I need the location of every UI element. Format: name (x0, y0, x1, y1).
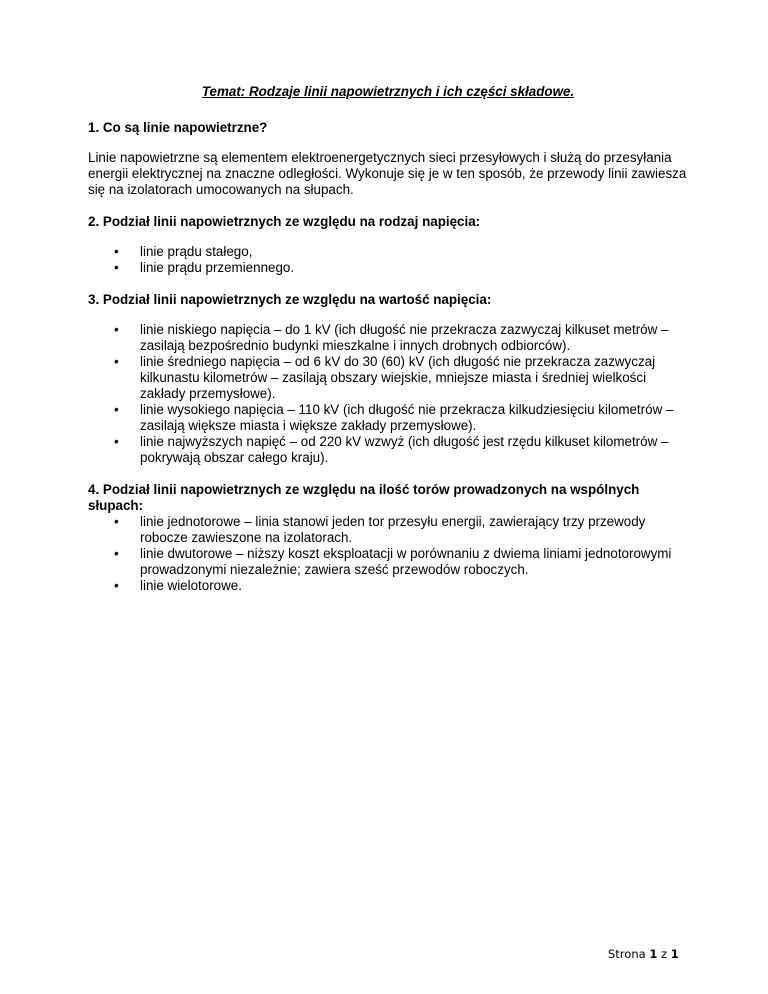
bullet-icon: • (114, 322, 119, 337)
footer-page-total: 1 (670, 947, 679, 961)
list-item: • linie jednotorowe – linia stanowi jeden tor przesyłu energii, zawierający trzy przewody robocze zawieszone na izolatorach. (114, 514, 646, 545)
list-item: • linie dwutorowe – niższy koszt eksploatacji w porównaniu z dwiema liniami jednotorowymi prowadzonymi niezależnie; zawiera sześć przewodów roboczych. (114, 546, 672, 577)
footer-label: Strona (608, 947, 646, 961)
list-item: • linie wielotorowe. (114, 578, 242, 593)
document-title: Temat: Rodzaje linii napowietrznych i ich części składowe. (201, 84, 575, 99)
section-3-list (88, 322, 688, 466)
footer-separator: z (660, 947, 668, 961)
document-page (88, 84, 688, 610)
section-2-heading: 2. Podział linii napowietrznych ze względu na rodzaj napięcia: (88, 214, 481, 229)
section-4-list (88, 514, 688, 594)
section-1-text: Linie napowietrzne są elementem elektroenergetycznych sieci przesyłowych i służą do przesyłania energii elektrycznej na znaczne odległości. Wykonuje się je w ten sposób, że przewody linii zawiesza się na izolatorach umocowanych na słupach. (88, 150, 687, 197)
bullet-icon: • (114, 514, 119, 529)
page-footer (608, 946, 679, 962)
bullet-icon: • (114, 354, 119, 369)
bullet-icon: • (114, 434, 119, 449)
list-item: • linie prądu stałego, (114, 244, 253, 259)
list-item: • linie wysokiego napięcia – 110 kV (ich długość nie przekracza kilkudziesięciu kilometrów – zasilają większe miasta i większe zakłady przemysłowe). (114, 402, 674, 433)
bullet-icon: • (114, 244, 119, 259)
footer-page-number: 1 (649, 947, 658, 961)
bullet-icon: • (114, 260, 119, 275)
bullet-icon: • (114, 546, 119, 561)
section-2-list (88, 244, 688, 276)
list-item: • linie prądu przemiennego. (114, 260, 295, 275)
list-item: • linie niskiego napięcia – do 1 kV (ich długość nie przekracza zazwyczaj kilkuset metrów – zasilają bezpośrednio budynki mieszkalne i innych drobnych odbiorców). (114, 322, 669, 353)
section-3-heading: 3. Podział linii napowietrznych ze względu na wartość napięcia: (88, 292, 492, 307)
bullet-icon: • (114, 402, 119, 417)
list-item: • linie najwyższych napięć – od 220 kV wzwyż (ich długość jest rzędu kilkuset kilometrów – pokrywają obszar całego kraju). (114, 434, 669, 465)
section-1-heading: 1. Co są linie napowietrzne? (88, 120, 268, 135)
section-4-heading: 4. Podział linii napowietrznych ze względu na ilość torów prowadzonych na wspólnych słupach: (88, 482, 640, 513)
list-item: • linie średniego napięcia – od 6 kV do 30 (60) kV (ich długość nie przekracza zazwyczaj kilkunastu kilometrów – zasilają obszary wiejskie, mniejsze miasta i średniej wielkości zakłady przemysłowe). (114, 354, 656, 401)
bullet-icon: • (114, 578, 119, 593)
